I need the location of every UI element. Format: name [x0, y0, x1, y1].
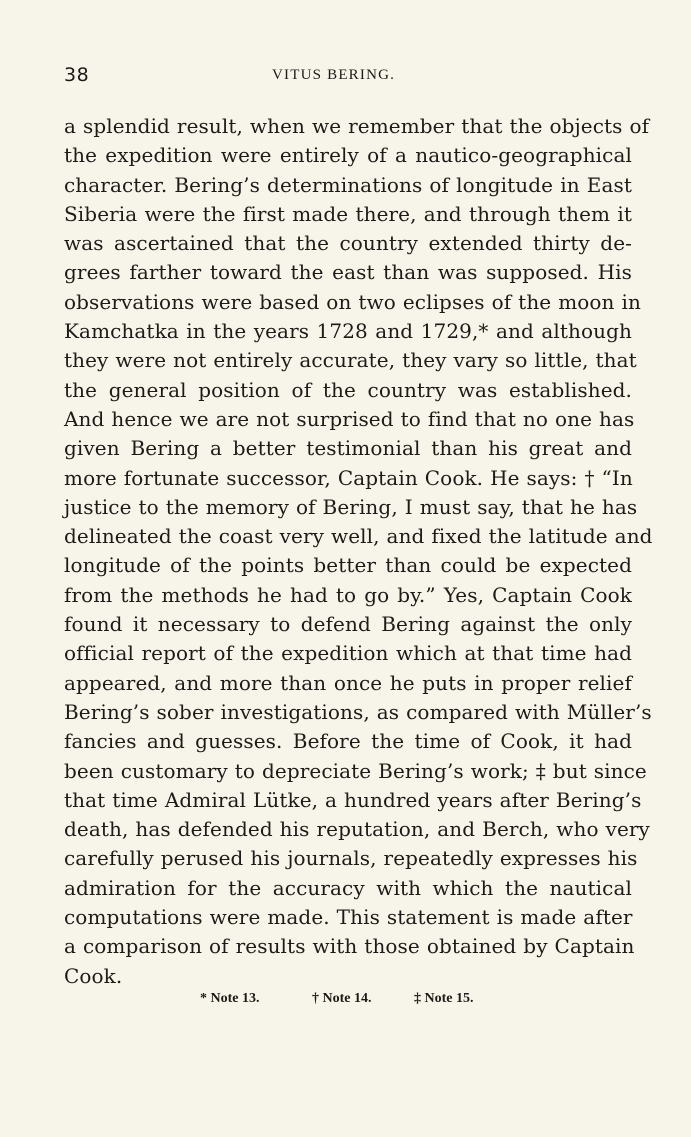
text-line: more fortunate successor, Captain Cook. He says: † “In [64, 465, 633, 490]
text-line: was ascertained that the country extended thirty de- [64, 231, 632, 256]
text-line: the expedition were entirely of a nautico-geographical [64, 143, 632, 168]
text-line: Cook. [64, 963, 123, 988]
text-line: admiration for the accuracy with which the nautical [64, 875, 632, 900]
running-head: VITUS BERING. [272, 67, 396, 83]
page-number: 38 [64, 64, 90, 86]
footnote-14: † Note 14. [312, 991, 372, 1006]
text-line: Bering’s sober investigations, as compared with Müller’s [64, 699, 652, 724]
text-line: Siberia were the first made there, and through them it [64, 201, 632, 226]
text-line: And hence we are not surprised to find that no one has [64, 406, 635, 431]
text-line: death, has defended his reputation, and Berch, who very [64, 817, 650, 842]
text-line: given Bering a better testimonial than his great and [64, 436, 632, 461]
text-line: Kamchatka in the years 1728 and 1729,* and although [64, 319, 632, 344]
text-line: grees farther toward the east than was supposed. His [64, 260, 632, 285]
text-line: delineated the coast very well, and fixed the latitude and [64, 524, 653, 549]
text-line: they were not entirely accurate, they vary so little, that [64, 348, 637, 373]
text-line: appeared, and more than once he puts in proper relief [64, 670, 632, 695]
text-line: carefully perused his journals, repeatedly expresses his [64, 846, 638, 871]
text-line: found it necessary to defend Bering against the only [64, 612, 632, 637]
text-line: computations were made. This statement is made after [64, 905, 633, 930]
text-line: from the methods he had to go by.” Yes, Captain Cook [64, 582, 632, 607]
text-line: a comparison of results with those obtained by Captain [64, 934, 635, 959]
text-line: that time Admiral Lütke, a hundred years after Bering’s [64, 787, 642, 812]
text-line: a splendid result, when we remember that the objects of [64, 114, 650, 138]
text-line: the general position of the country was established. [64, 377, 632, 402]
footnote-15: ‡ Note 15. [414, 991, 474, 1006]
page-header [64, 64, 632, 88]
body-paragraph [64, 112, 653, 991]
text-line: been customary to depreciate Bering’s work; ‡ but since [64, 758, 647, 783]
text-line: fancies and guesses. Before the time of Cook, it had [64, 729, 632, 754]
text-line: character. Bering’s determinations of longitude in East [64, 172, 632, 197]
footnotes [200, 991, 530, 1011]
text-line: longitude of the points better than could be expected [64, 553, 632, 578]
text-line: official report of the expedition which at that time had [64, 641, 632, 666]
text-line: justice to the memory of Bering, I must say, that he has [64, 494, 638, 519]
footnote-13: * Note 13. [200, 991, 260, 1006]
text-line: observations were based on two eclipses of the moon in [64, 289, 641, 314]
